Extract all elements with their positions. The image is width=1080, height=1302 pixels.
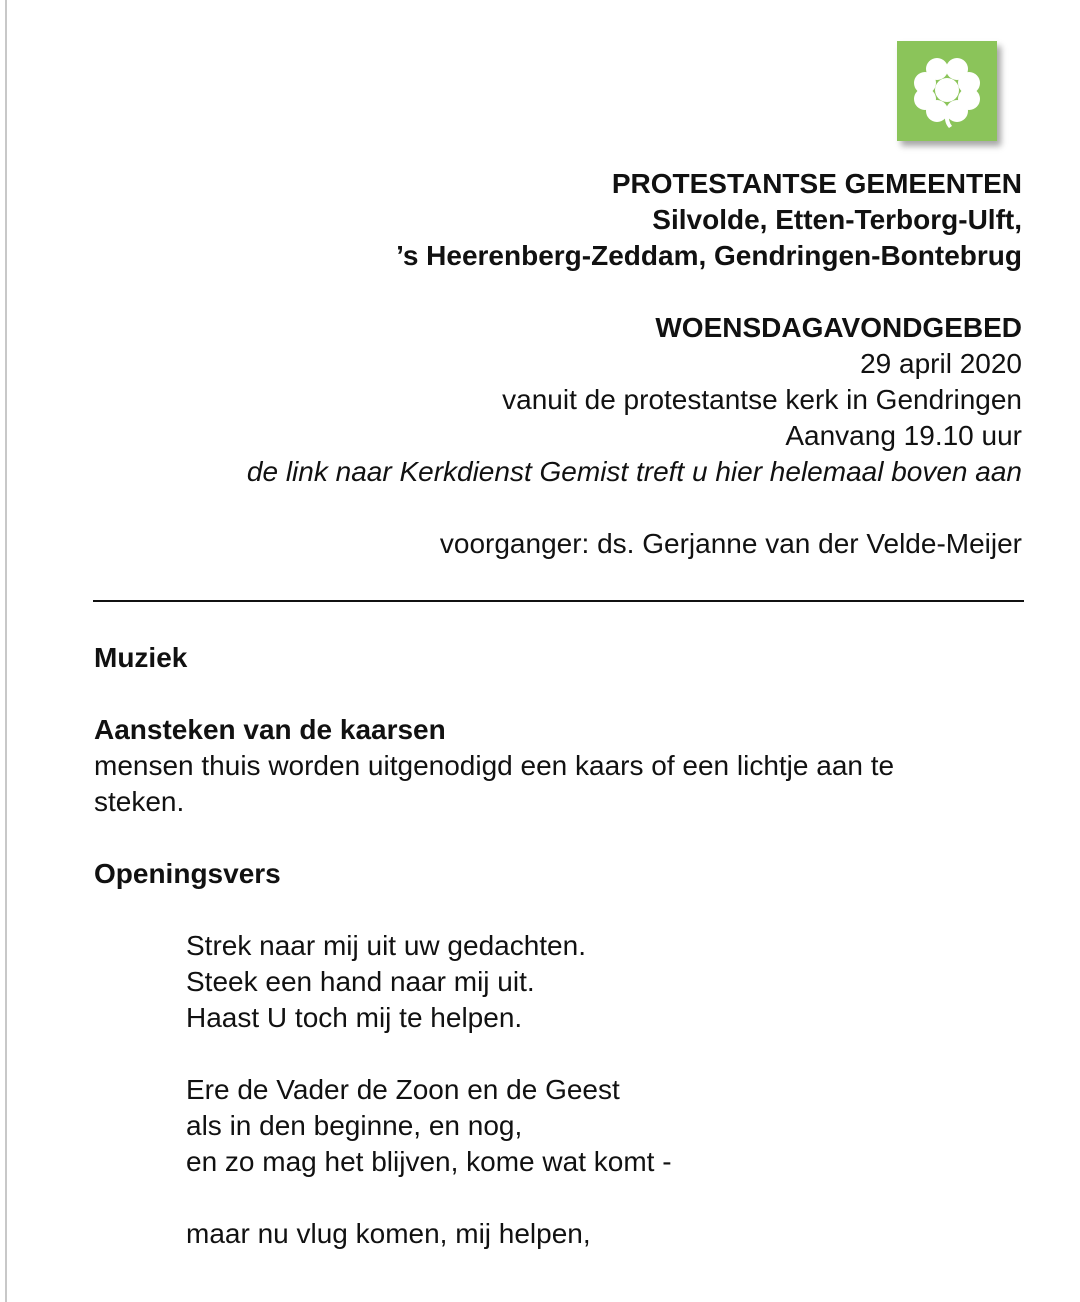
verse-stanza-1 (186, 928, 1024, 1036)
header-divider (93, 600, 1024, 602)
clover-icon (911, 53, 983, 129)
service-start-time: Aanvang 19.10 uur (785, 420, 1022, 451)
liturgy-body (94, 640, 1024, 1252)
verse-line: Strek naar mij uit uw gedachten. (186, 930, 586, 961)
verse-stanza-3 (186, 1216, 1024, 1252)
link-note: de link naar Kerkdienst Gemist treft u hier helemaal boven aan (246, 456, 1022, 487)
kaarsen-text-line2: steken. (94, 786, 185, 817)
section-heading-openingsvers: Openingsvers (94, 858, 281, 889)
org-locations-line1: Silvolde, Etten-Terborg-Ulft, (652, 204, 1022, 235)
church-logo (897, 41, 997, 141)
verse-line: Haast U toch mij te helpen. (186, 1002, 523, 1033)
org-title: PROTESTANTSE GEMEENTEN (611, 168, 1022, 199)
verse-line: maar nu vlug komen, mij helpen, (186, 1218, 591, 1249)
service-leader: voorganger: ds. Gerjanne van der Velde-Meijer (439, 528, 1022, 559)
kaarsen-text-line1: mensen thuis worden uitgenodigd een kaars of een lichtje aan te (94, 750, 895, 781)
verse-line: Steek een hand naar mij uit. (186, 966, 535, 997)
verse-line: als in den beginne, en nog, (186, 1110, 523, 1141)
verse-stanza-2 (186, 1072, 1024, 1180)
page-edge (5, 0, 7, 1302)
section-heading-kaarsen: Aansteken van de kaarsen (94, 714, 446, 745)
document-header (82, 166, 1022, 562)
service-date: 29 april 2020 (860, 348, 1022, 379)
org-locations-line2: ’s Heerenberg-Zeddam, Gendringen-Bontebrug (396, 240, 1022, 271)
service-title: WOENSDAGAVONDGEBED (655, 312, 1022, 343)
service-location: vanuit de protestantse kerk in Gendringen (502, 384, 1022, 415)
section-heading-muziek: Muziek (94, 642, 188, 673)
verse-line: Ere de Vader de Zoon en de Geest (186, 1074, 620, 1105)
verse-line: en zo mag het blijven, kome wat komt - (186, 1146, 672, 1177)
